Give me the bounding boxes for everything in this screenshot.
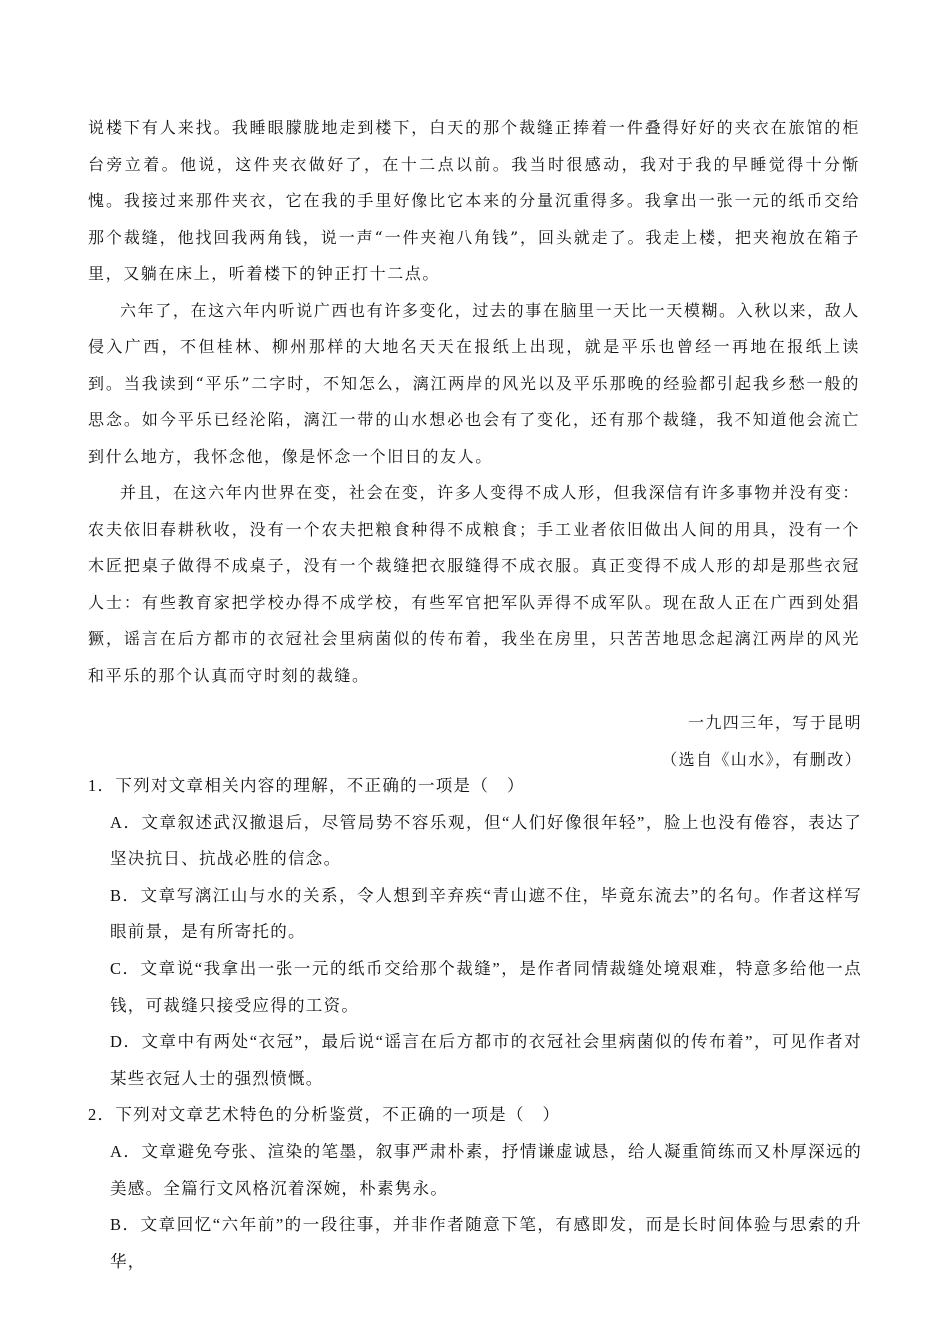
question-list (88, 768, 862, 1280)
question-stem: 2．下列对文章艺术特色的分析鉴赏，不正确的一项是（ ） (88, 1105, 561, 1125)
source-line: （选自《山水》，有删改） (661, 749, 862, 769)
question-option-c: C．文章说“我拿出一张一元的纸币交给那个裁缝”，是作者同情裁缝处境艰难，特意多给他一点钱，可裁缝只接受应得的工资。 (110, 958, 862, 1015)
question-option-b: B．文章写漓江山与水的关系，令人想到辛弃疾“青山遮不住，毕竟东流去”的名句。作者这样写眼前景，是有所寄托的。 (110, 885, 862, 942)
question-2 (88, 1097, 862, 1280)
reading-passage (88, 110, 860, 694)
question-stem: 1．下列对文章相关内容的理解，不正确的一项是（ ） (88, 776, 525, 795)
passage-paragraph-1: 说楼下有人来找。我睡眼朦胧地走到楼下，白天的那个裁缝正捧着一件叠得好好的夹衣在旅馆的柜台旁立着。他说，这件夹衣做好了，在十二点以前。我当时很感动，我对于我的早睡觉得十分惭愧。我接过来那件夹衣，它在我的手里好像比它本来的分量沉重得多。我拿出一张一元的纸币交给那个裁缝，他找回我两角钱，说一声“一件夹袍八角钱”，回头就走了。我走上楼，把夹袍放在箱子里，又躺在床上，听着楼下的钟正打十二点。 (88, 118, 860, 283)
question-option-d: D．文章中有两处“衣冠”，最后说“谣言在后方都市的衣冠社会里病菌似的传布着”，可见作者对某些衣冠人士的强烈愤慨。 (110, 1032, 862, 1088)
date-line: 一九四三年，写于昆明 (687, 713, 862, 732)
passage-paragraph-3: 并且，在这六年内世界在变，社会在变，许多人变得不成人形，但我深信有许多事物并没有变：农夫依旧春耕秋收，没有一个农夫把粮食种得不成粮食；手工业者依旧做出人间的用具，没有一个木匠把桌子做得不成桌子，没有一个裁缝把衣服缝得不成衣服。真正变得不成人形的却是那些衣冠人士：有些教育家把学校办得不成学校，有些军官把军队弄得不成军队。现在敌人正在广西到处猖獗，谣言在后方都市的衣冠社会里病菌似的传布着，我坐在房里，只苦苦地思念起漓江两岸的风光和平乐的那个认真而守时刻的裁缝。 (88, 483, 860, 685)
passage-paragraph-2: 六年了，在这六年内听说广西也有许多变化，过去的事在脑里一天比一天模糊。入秋以来，敌人侵入广西，不但桂林、柳州那样的大地名天天在报纸上出现，就是平乐也曾经一再地在报纸上读到。当我读到“平乐”二字时，不知怎么，漓江两岸的风光以及平乐那晚的经验都引起我乡愁一般的思念。如今平乐已经沦陷，漓江一带的山水想必也会有了变化，还有那个裁缝，我不知道他会流亡到什么地方，我怀念他，像是怀念一个旧日的友人。 (88, 300, 860, 466)
question-option-a: A．文章叙述武汉撤退后，尽管局势不容乐观，但“人们好像很年轻”，脸上也没有倦容，表达了坚决抗日、抗战必胜的信念。 (110, 812, 862, 869)
question-option-b: B．文章回忆“六年前”的一段往事，并非作者随意下笔，有感即发，而是长时间体验与思索的升华， (110, 1215, 862, 1271)
question-option-a: A．文章避免夸张、渲染的笔墨，叙事严肃朴素，抒情谦虚诚恳，给人凝重简练而又朴厚深远的美感。全篇行文风格沉着深婉，朴素隽永。 (110, 1141, 862, 1198)
question-1 (88, 768, 862, 1097)
